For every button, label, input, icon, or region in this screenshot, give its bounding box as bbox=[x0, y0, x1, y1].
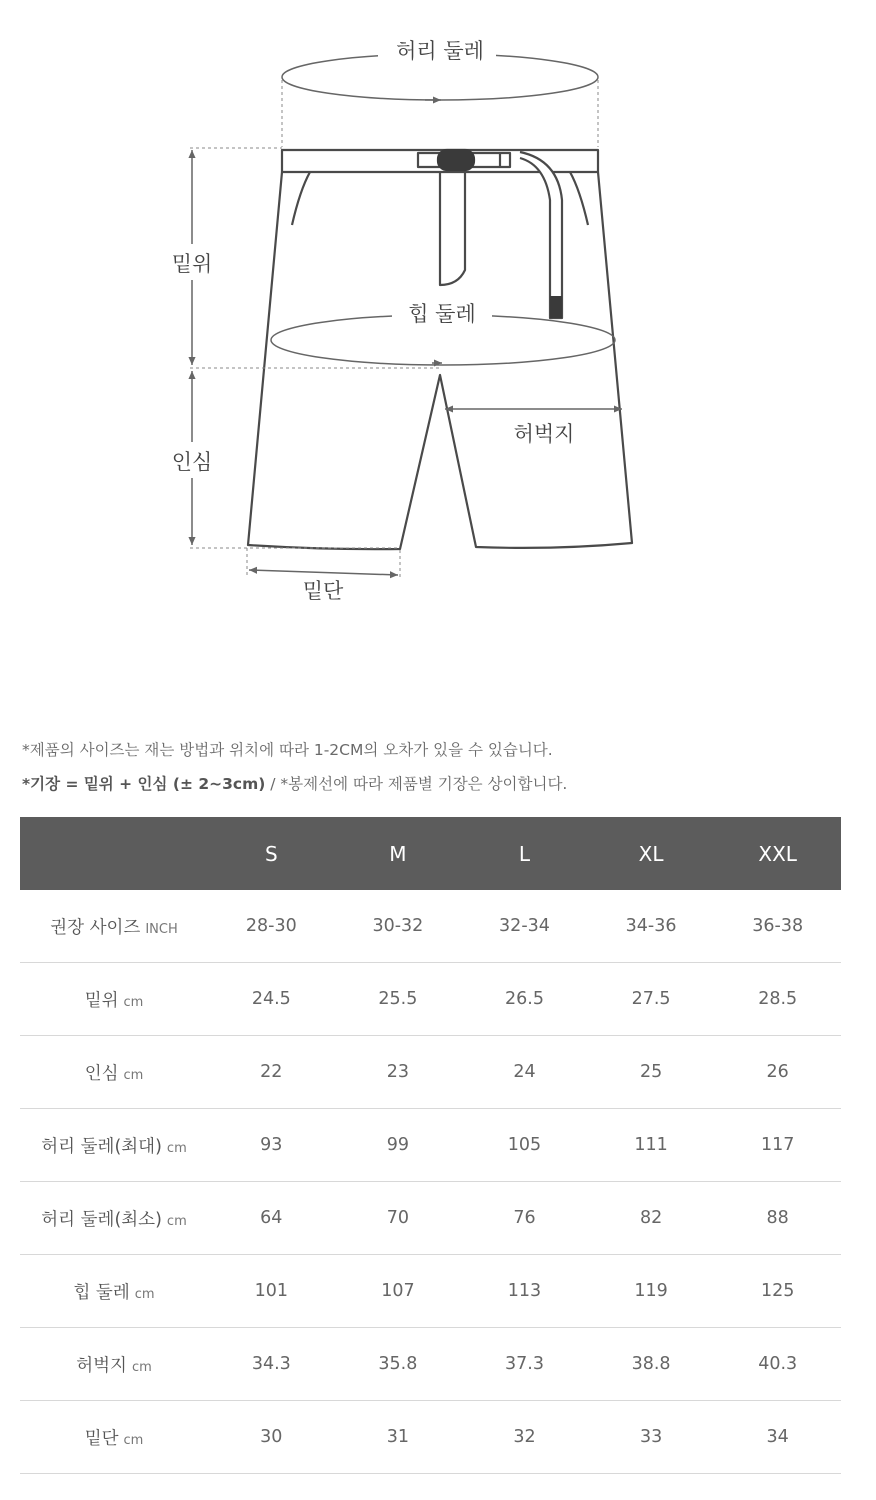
size-header-l: L bbox=[461, 817, 588, 890]
table-row bbox=[20, 963, 841, 1036]
table-cell: 24 bbox=[461, 1036, 588, 1109]
size-header-m: M bbox=[335, 817, 462, 890]
note-length-formula-bold: *기장 = 밑위 + 인심 (± 2~3cm) bbox=[22, 775, 266, 793]
table-cell: 32 bbox=[461, 1401, 588, 1474]
table-cell: 119 bbox=[588, 1255, 715, 1328]
rise-label: 밑위 bbox=[171, 252, 213, 276]
row-label-text: 허벅지 bbox=[76, 1355, 127, 1376]
table-cell: 34.3 bbox=[208, 1328, 335, 1401]
table-cell: 33 bbox=[588, 1401, 715, 1474]
row-unit: INCH bbox=[145, 921, 178, 937]
table-cell: 70 bbox=[335, 1182, 462, 1255]
row-label bbox=[20, 1328, 208, 1401]
row-label-text: 밑단 bbox=[84, 1428, 119, 1449]
hem-dimension bbox=[247, 548, 400, 578]
thigh-label: 허벅지 bbox=[513, 422, 575, 446]
row-label-text: 권장 사이즈 bbox=[50, 917, 141, 938]
row-label bbox=[20, 963, 208, 1036]
table-row bbox=[20, 1182, 841, 1255]
row-label bbox=[20, 1182, 208, 1255]
row-unit: cm bbox=[166, 1140, 187, 1156]
table-cell: 34-36 bbox=[588, 890, 715, 963]
table-cell: 40.3 bbox=[714, 1328, 841, 1401]
row-unit: cm bbox=[134, 1286, 155, 1302]
table-cell: 24.5 bbox=[208, 963, 335, 1036]
table-row bbox=[20, 1036, 841, 1109]
waist-label: 허리 둘레 bbox=[396, 39, 484, 63]
table-cell: 101 bbox=[208, 1255, 335, 1328]
row-unit: cm bbox=[166, 1213, 187, 1229]
table-cell: 34 bbox=[714, 1401, 841, 1474]
table-cell: 125 bbox=[714, 1255, 841, 1328]
row-unit: cm bbox=[123, 1067, 144, 1083]
table-cell: 30-32 bbox=[335, 890, 462, 963]
size-header-xl: XL bbox=[588, 817, 715, 890]
table-row bbox=[20, 1255, 841, 1328]
table-cell: 32-34 bbox=[461, 890, 588, 963]
table-cell: 26 bbox=[714, 1036, 841, 1109]
table-cell: 117 bbox=[714, 1109, 841, 1182]
row-label bbox=[20, 1036, 208, 1109]
table-cell: 22 bbox=[208, 1036, 335, 1109]
table-cell: 23 bbox=[335, 1036, 462, 1109]
table-cell: 31 bbox=[335, 1401, 462, 1474]
table-cell: 37.3 bbox=[461, 1328, 588, 1401]
table-cell: 38.8 bbox=[588, 1328, 715, 1401]
table-cell: 30 bbox=[208, 1401, 335, 1474]
table-cell: 28-30 bbox=[208, 890, 335, 963]
table-cell: 25.5 bbox=[335, 963, 462, 1036]
row-label-text: 허리 둘레(최대) bbox=[41, 1136, 162, 1157]
table-cell: 99 bbox=[335, 1109, 462, 1182]
size-table bbox=[20, 817, 841, 1474]
hem-label: 밑단 bbox=[302, 579, 344, 603]
hip-label: 힙 둘레 bbox=[408, 302, 476, 326]
row-label bbox=[20, 1255, 208, 1328]
row-label-text: 힙 둘레 bbox=[73, 1282, 130, 1303]
size-header-xxl: XXL bbox=[714, 817, 841, 890]
row-label-text: 허리 둘레(최소) bbox=[41, 1209, 162, 1230]
table-row bbox=[20, 1328, 841, 1401]
table-cell: 105 bbox=[461, 1109, 588, 1182]
row-unit: cm bbox=[123, 1432, 144, 1448]
row-label bbox=[20, 1401, 208, 1474]
table-cell: 35.8 bbox=[335, 1328, 462, 1401]
note-measurement-error: *제품의 사이즈는 재는 방법과 위치에 따라 1-2CM의 오차가 있을 수 있습니다. bbox=[22, 741, 553, 759]
table-row bbox=[20, 1109, 841, 1182]
size-header-row bbox=[20, 817, 841, 890]
table-row bbox=[20, 1401, 841, 1474]
table-row bbox=[20, 890, 841, 963]
row-unit: cm bbox=[123, 994, 144, 1010]
shorts-measurement-diagram bbox=[0, 0, 876, 640]
row-label bbox=[20, 890, 208, 963]
table-cell: 25 bbox=[588, 1036, 715, 1109]
table-cell: 64 bbox=[208, 1182, 335, 1255]
table-cell: 28.5 bbox=[714, 963, 841, 1036]
note-length-formula-rest: / *봉제선에 따라 제품별 기장은 상이합니다. bbox=[265, 775, 568, 793]
shorts-outline bbox=[248, 150, 632, 549]
header-blank bbox=[20, 817, 208, 890]
table-cell: 107 bbox=[335, 1255, 462, 1328]
inseam-label: 인심 bbox=[171, 450, 213, 474]
size-notes bbox=[22, 738, 852, 806]
row-label-text: 인심 bbox=[84, 1063, 119, 1084]
row-label bbox=[20, 1109, 208, 1182]
note-length-formula bbox=[22, 772, 852, 796]
table-cell: 93 bbox=[208, 1109, 335, 1182]
table-cell: 88 bbox=[714, 1182, 841, 1255]
table-cell: 76 bbox=[461, 1182, 588, 1255]
table-cell: 36-38 bbox=[714, 890, 841, 963]
row-unit: cm bbox=[131, 1359, 152, 1375]
row-label-text: 밑위 bbox=[84, 990, 119, 1011]
table-cell: 26.5 bbox=[461, 963, 588, 1036]
table-cell: 82 bbox=[588, 1182, 715, 1255]
size-header-s: S bbox=[208, 817, 335, 890]
table-cell: 27.5 bbox=[588, 963, 715, 1036]
table-cell: 113 bbox=[461, 1255, 588, 1328]
table-cell: 111 bbox=[588, 1109, 715, 1182]
